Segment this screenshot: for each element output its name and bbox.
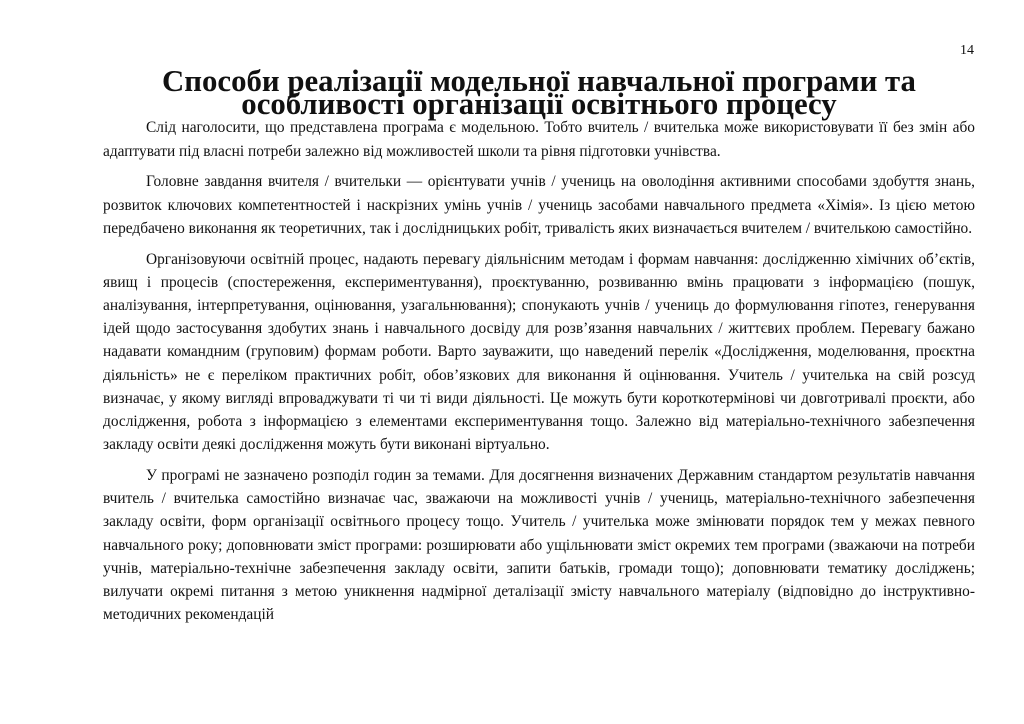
page-number: 14 bbox=[960, 43, 974, 58]
page-content bbox=[103, 64, 975, 626]
paragraph-2: Головне завдання вчителя / вчительки — орієнтувати учнів / учениць на оволодіння активними способами здобуття знань, розвиток ключових компетентностей і наскрізних умінь учнів / учениць засобами навчального предмета «Хімія». Із цією метою передбачено виконання як теоретичних, так і дослідницьких робіт, тривалість яких визначається вчителем / вчителькою самостійно. bbox=[103, 173, 975, 237]
paragraph-4: У програмі не зазначено розподіл годин за темами. Для досягнення визначених Державним стандартом результатів навчання вчитель / вчителька самостійно визначає час, зважаючи на можливості учнів / учениць, матеріально-технічного забезпечення закладу освіти, форм організації освітнього процесу тощо. Учитель / учителька може змінювати порядок тем у межах певного навчального року; доповнювати зміст програми: розширювати або ущільнювати зміст окремих тем програми (зважаючи на потреби учнів, матеріально-технічне забезпечення закладу освіти, запити батьків, громади тощо); доповнювати тематику досліджень; вилучати окремі питання з метою уникнення надмірної деталізації змісту навчального матеріалу (відповідно до інструктивно-методичних рекомендацій bbox=[103, 467, 975, 624]
paragraph-1: Слід наголосити, що представлена програма є модельною. Тобто вчитель / вчителька може використовувати її без змін або адаптувати під власні потреби залежно від можливостей школи та рівня підготовки учнівства. bbox=[103, 119, 975, 160]
section-heading: Способи реалізації модельної навчальної програми та особливості організації освітнього процесу bbox=[162, 64, 916, 122]
paragraph-3: Організовуючи освітній процес, надають перевагу діяльнісним методам і формам навчання: дослідженню хімічних об’єктів, явищ і процесів (спостереження, експериментування), проєктуванню, розвиванню вмінь працювати з інформацією (пошук, аналізування, інтерпретування, оцінювання, узагальнювання); спонукають учнів / учениць до формулювання гіпотез, генерування ідей щодо застосування здобутих знань і навчального досвіду для розв’язання навчальних / життєвих проблем. Перевагу бажано надавати командним (груповим) формам роботи. Варто зауважити, що наведений перелік «Дослідження, моделювання, проєктна діяльність» не є переліком практичних робіт, обов’язкових для виконання й оцінювання. Учитель / учителька на свій розсуд визначає, у якому вигляді впроваджувати ті чи ті види діяльності. Це можуть бути короткотермінові чи довготривалі проєкти, або дослідження, робота з інформацією з елементами експериментування тощо. Залежно від матеріально-технічного забезпечення закладу освіти деякі дослідження можуть бути виконані віртуально. bbox=[103, 250, 975, 454]
